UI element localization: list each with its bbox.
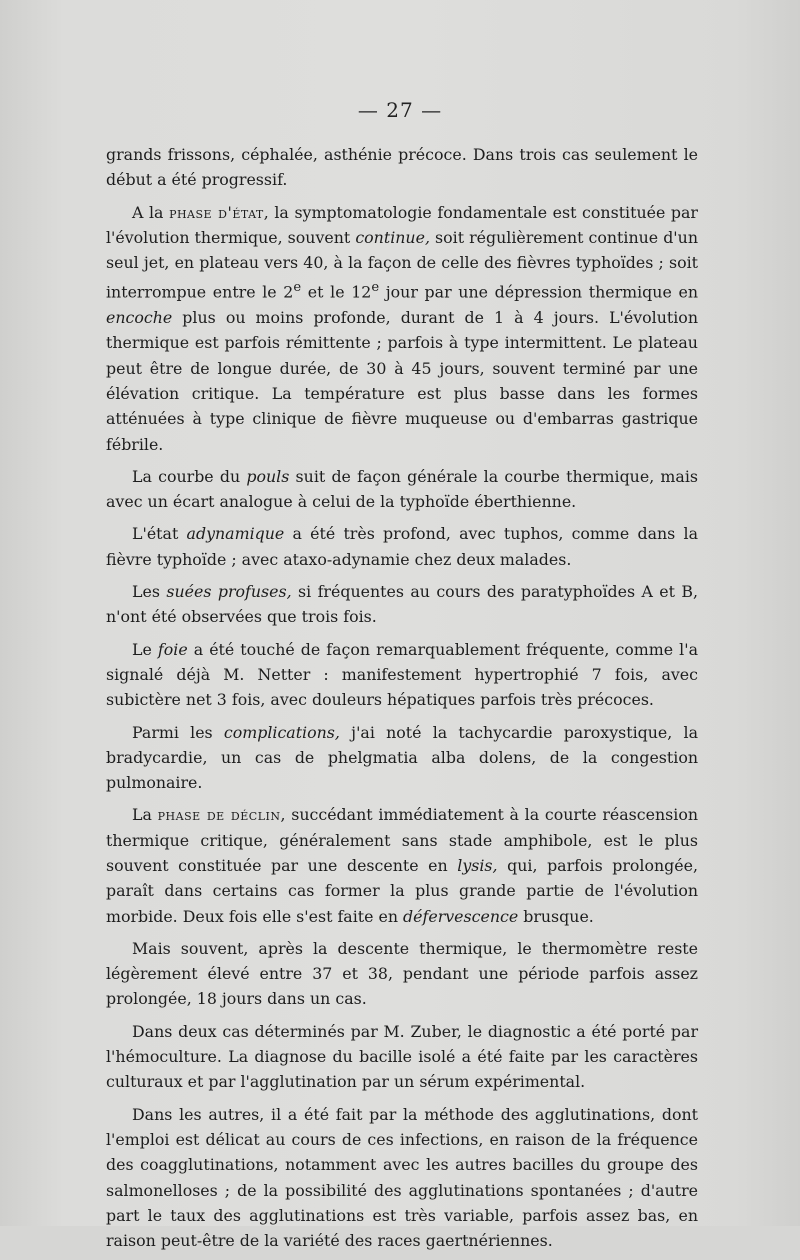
paragraph-agglutinations: Dans les autres, il a été fait par la méthode des agglutinations, dont l'emploi est délicat au cours de ces infections, en raison de la fréquence des coagglutinations, notamment avec les autres bacilles du groupe des salmonelloses ; de la possibilité des agglutinations spontanées ; d'autre part le taux des agglutinations est très variable, parfois assez bas, en raison peut-être de la variété des races gaertnériennes. xyxy=(106,1104,698,1251)
emphasis: encoche xyxy=(106,308,173,328)
emphasis: défervescence xyxy=(403,906,519,926)
emphasis: pouls xyxy=(246,466,290,486)
body-text xyxy=(106,142,698,1260)
emphasis: lysis, xyxy=(457,855,498,875)
paragraph-adynamique: L'état adynamique a été très profond, avec tuphos, comme dans la fièvre typhoïde ; avec ataxo-adynamie chez deux malades. xyxy=(106,524,698,569)
section-term: phase d'état xyxy=(169,202,264,222)
paragraph-suees: Les suées profuses, si fréquentes au cours des paratyphoïdes A et B, n'ont été observées que trois fois. xyxy=(106,582,699,627)
emphasis: foie xyxy=(157,639,188,659)
paragraph-continuation: grands frissons, céphalée, asthénie précoce. Dans trois cas seulement le début a été progressif. xyxy=(106,145,698,190)
emphasis: suées profuses, xyxy=(166,582,292,602)
paragraph-foie: Le foie a été touché de façon remarquablement fréquente, comme l'a signalé déjà M. Netter : manifestement hypertrophié 7 fois, avec subictère net 3 fois, avec douleurs hépatiques parfois très précoces. xyxy=(106,639,698,710)
paragraph-phase-etat: A la phase d'état, la symptomatologie fondamentale est constituée par l'évolution thermique, souvent continue, soit régulièrement continue d'un seul jet, en plateau vers 40, à la façon de celle des fièvres typhoïdes ; soit interrompue entre le 2e et le 12e jour par une dépression thermique en encoche plus ou moins profonde, durant de 1 à 4 jours. L'évolution thermique est parfois rémittente ; parfois à type intermittent. Le plateau peut être de longue durée, de 30 à 45 jours, souvent terminé par une élévation critique. La température est plus basse dans les formes atténuées à type clinique de fièvre muqueuse ou d'embarras gastrique fébrile. xyxy=(106,202,698,454)
page-number: — 27 — xyxy=(357,98,443,122)
paragraph-complications: Parmi les complications, j'ai noté la tachycardie paroxystique, la bradycardie, un cas de phelgmatia alba dolens, de la congestion pulmonaire. xyxy=(106,722,698,793)
emphasis: continue, xyxy=(355,227,430,247)
paragraph-thermometre: Mais souvent, après la descente thermique, le thermomètre reste légèrement élevé entre 37 et 38, pendant une période parfois assez prolongée, 18 jours dans un cas. xyxy=(106,938,698,1009)
section-term: phase de déclin xyxy=(157,805,281,825)
paragraph-hemoculture: Dans deux cas déterminés par M. Zuber, le diagnostic a été porté par l'hémoculture. La diagnose du bacille isolé a été faite par les caractères culturaux et par l'agglutination par un sérum expérimental. xyxy=(106,1021,698,1092)
emphasis: complications, xyxy=(223,722,340,742)
emphasis: adynamique xyxy=(186,524,285,544)
paragraph-pouls: La courbe du pouls suit de façon générale la courbe thermique, mais avec un écart analogue à celui de la typhoïde éberthienne. xyxy=(106,466,698,512)
paragraph-phase-declin: La phase de déclin, succédant immédiatement à la courte réascension thermique critique, généralement sans stade amphibole, est le plus souvent constituée par une descente en lysis, qui, parfois prolongée, paraît dans certains cas former la plus grande partie de l'évolution morbide. Deux fois elle s'est faite en défervescence brusque. xyxy=(106,805,699,926)
